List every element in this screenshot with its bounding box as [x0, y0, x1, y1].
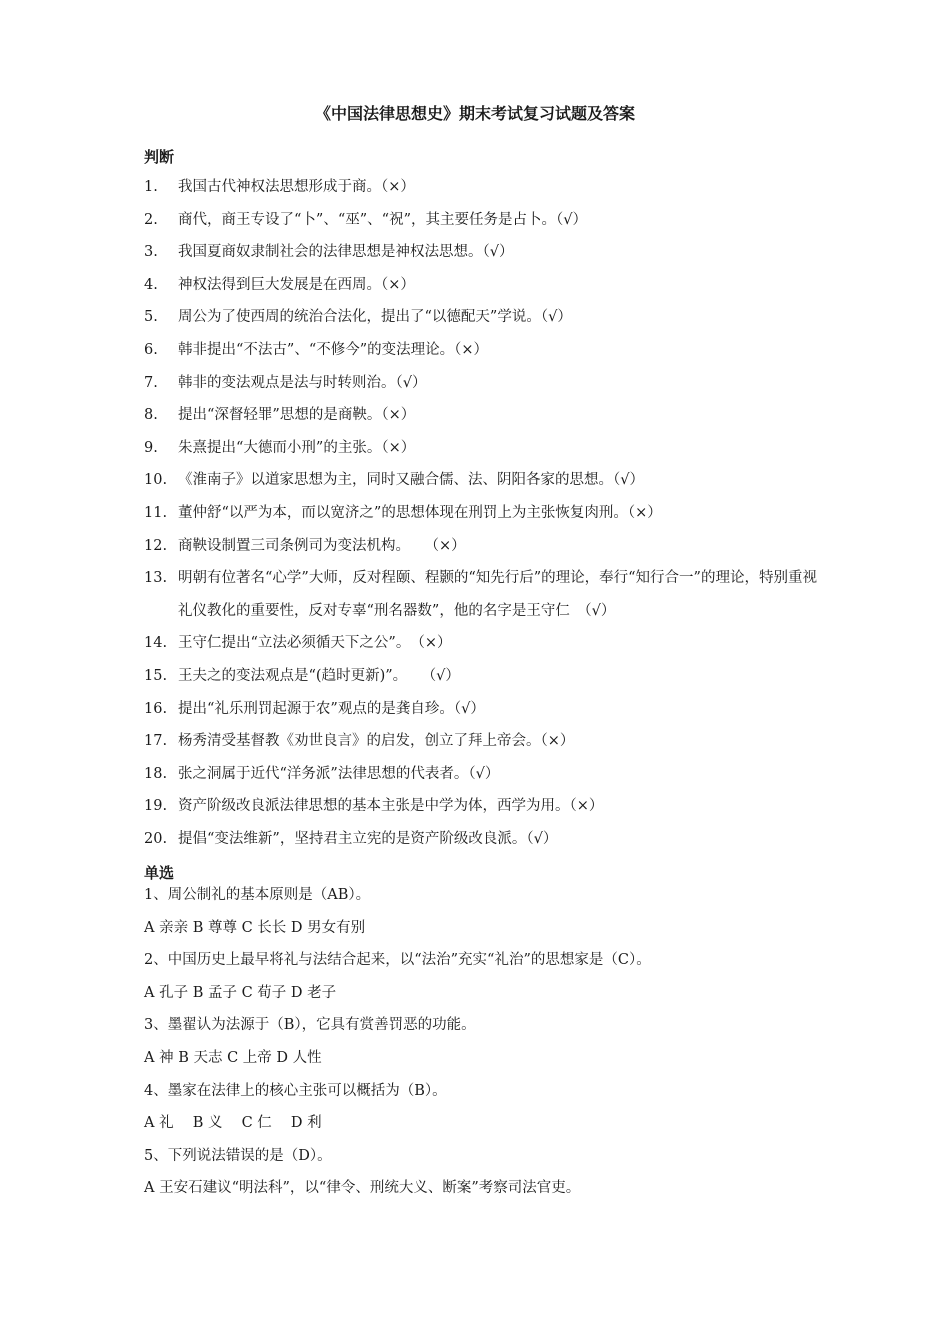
section-heading-choice: 单选 — [144, 864, 175, 882]
question-line: 5、下列说法错误的是（D）。 — [144, 1147, 332, 1164]
question-line: 4、墨家在法律上的核心主张可以概括为（B）。 — [144, 1082, 447, 1099]
question-line: 1、周公制礼的基本原则是（AB）。 — [144, 887, 371, 903]
list-item: 10. 《淮南子》以道家思想为主，同时又融合儒、法、阴阳各家的思想。（√） — [144, 472, 644, 489]
judge-list — [144, 174, 824, 858]
options-line: A 神 B 天志 C 上帝 D 人性 — [144, 1049, 322, 1066]
list-item: 4. 神权法得到巨大发展是在西周。（×） — [144, 276, 415, 293]
list-item: 2. 商代，商王专设了“卜”、“巫”、“祝”，其主要任务是占卜。（√） — [144, 211, 587, 228]
list-item: 5. 周公为了使西周的统治合法化，提出了“以德配天”学说。（√） — [144, 309, 572, 326]
list-item: 17. 杨秀清受基督教《劝世良言》的启发，创立了拜上帝会。（×） — [144, 733, 575, 750]
list-item: 14. 王守仁提出“立法必须循天下之公”。 （×） — [144, 635, 452, 652]
question-line: 2、中国历史上最早将礼与法结合起来，以“法治”充实“礼治”的思想家是（C）。 — [144, 952, 651, 969]
list-item: 13. 明朝有位著名“心学”大师，反对程颐、程颢的“知先行后”的理论，奉行“知行合一”的理论，特别重视礼仪教化的重要性，反对专辜“刑名器数”，他的名字是王守仁 （√） — [144, 570, 817, 619]
question-line: 3、墨翟认为法源于（B），它具有赏善罚恶的功能。 — [144, 1017, 476, 1034]
options-line: A 亲亲 B 尊尊 C 长长 D 男女有别 — [144, 919, 366, 936]
list-item: 9. 朱熹提出“大德而小刑”的主张。（×） — [144, 439, 416, 456]
section-heading-judge: 判断 — [144, 148, 175, 166]
options-line: A 孔子 B 孟子 C 荀子 D 老子 — [144, 984, 337, 1001]
choice-list — [144, 882, 824, 1208]
page-title: 《中国法律思想史》期末考试复习试题及答案 — [314, 104, 635, 123]
options-line: A 王安石建议“明法科”，以“律令、刑统大义、断案”考察司法官吏。 — [144, 1180, 581, 1197]
list-item: 12. 商鞅设制置三司条例司为变法机构。 （×） — [144, 537, 466, 554]
list-item: 20. 提倡“变法维新”，坚持君主立宪的是资产阶级改良派。（√） — [144, 830, 558, 847]
list-item: 18. 张之洞属于近代“洋务派”法律思想的代表者。（√） — [144, 765, 500, 782]
list-item: 11. 董仲舒“以严为本，而以宽济之”的思想体现在刑罚上为主张恢复肉刑。（×） — [144, 504, 662, 521]
list-item: 19. 资产阶级改良派法律思想的基本主张是中学为体，西学为用。（×） — [144, 798, 604, 815]
list-item: 3. 我国夏商奴隶制社会的法律思想是神权法思想。（√） — [144, 244, 514, 261]
list-item: 1. 我国古代神权法思想形成于商。（×） — [144, 179, 415, 195]
list-item: 7. 韩非的变法观点是法与时转则治。（√） — [144, 374, 427, 391]
list-item: 16. 提出“礼乐刑罚起源于农”观点的是龚自珍。（√） — [144, 700, 485, 717]
list-item: 8. 提出“深督轻罪”思想的是商鞅。（×） — [144, 407, 416, 424]
list-item: 15. 王夫之的变法观点是“(趋时更新)”。 （√） — [144, 667, 460, 684]
options-line: A 礼 B 义 C 仁 D 利 — [144, 1115, 322, 1132]
list-item: 6. 韩非提出“不法古”、“不修今”的变法理论。（×） — [144, 341, 489, 358]
